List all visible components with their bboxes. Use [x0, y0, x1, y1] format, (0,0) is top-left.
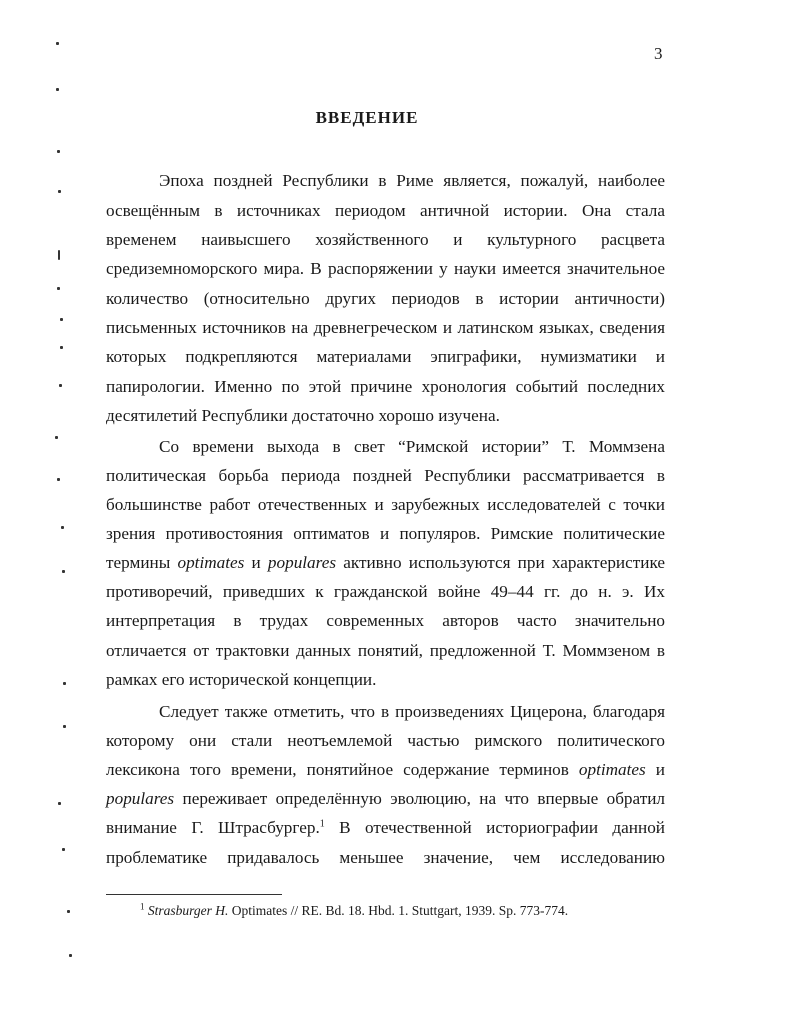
scan-speck: [67, 910, 70, 913]
paragraph-2-line-1: Со времени выхода в свет “Римской истории” Т. Моммзена: [159, 437, 665, 456]
line-text: и: [645, 760, 665, 779]
footnote-reference: 1: [319, 818, 325, 830]
term-populares: populares: [106, 789, 175, 808]
paragraph-1-line-7: которых подкрепляются материалами эпиграфики, нумизматики и: [106, 347, 665, 366]
page-number: 3: [654, 44, 663, 63]
line-text: термины: [106, 553, 178, 572]
line-text: внимание Г. Штрасбургер.: [106, 818, 320, 837]
paragraph-1-line-4: средиземноморского мира. В распоряжении у науки имеется значительное: [106, 259, 665, 278]
scan-speck: [56, 88, 59, 91]
footnote-divider: [106, 894, 282, 895]
line-text: лексикона того времени, понятийное содержание терминов: [106, 760, 579, 779]
term-optimates: optimates: [177, 553, 245, 572]
footnote-author: Strasburger H.: [147, 903, 229, 918]
paragraph-1-line-8: папирологии. Именно по этой причине хронология событий последних: [106, 377, 665, 396]
footnote-mark: 1: [140, 901, 145, 912]
scan-speck: [57, 478, 60, 481]
paragraph-3-line-2: которому они стали неотъемлемой частью римского политического: [106, 731, 665, 750]
line-text: переживает определённую эволюцию, на что впервые обратил: [174, 789, 665, 808]
paragraph-3-line-3: [106, 760, 665, 782]
paragraph-2-line-5: [106, 553, 665, 575]
paragraph-1-line-9: десятилетий Республики достаточно хорошо изучена.: [106, 406, 500, 425]
paragraph-2-line-9: рамках его исторической концепции.: [106, 670, 377, 689]
scan-speck: [58, 802, 61, 805]
paragraph-1-line-3: временем наивысшего хозяйственного и культурного расцвета: [106, 230, 665, 249]
scan-speck: [59, 384, 62, 387]
paragraph-1-line-6: письменных источников на древнегреческом и латинском языках, сведения: [106, 318, 665, 337]
paragraph-1-line-1: Эпоха поздней Республики в Риме является, пожалуй, наиболее: [159, 171, 665, 190]
scan-speck: [56, 42, 59, 45]
paragraph-2-line-8: отличается от трактовки данных понятий, предложенной Т. Моммзеном в: [106, 641, 665, 660]
paragraph-2-line-4: зрения противостояния оптиматов и популяров. Римские политические: [106, 524, 665, 543]
line-text: и: [244, 553, 268, 572]
scan-speck: [62, 848, 65, 851]
footnote: [140, 903, 568, 919]
paragraph-1-line-5: количество (относительно других периодов в истории античности): [106, 289, 665, 308]
paragraph-3-line-6: проблематике придавалось меньшее значение, чем исследованию: [106, 848, 665, 867]
term-optimates: optimates: [578, 760, 646, 779]
scan-speck: [58, 250, 60, 260]
scan-speck: [61, 526, 64, 529]
paragraph-2-line-3: большинстве работ отечественных и зарубежных исследователей с точки: [106, 495, 665, 514]
scan-speck: [58, 190, 61, 193]
scan-speck: [57, 287, 60, 290]
paragraph-3-line-4: [106, 789, 665, 811]
term-populares: populares: [267, 553, 337, 572]
scan-speck: [60, 346, 63, 349]
scan-speck: [62, 570, 65, 573]
paragraph-2-line-6: противоречий, приведших к гражданской войне 49–44 гг. до н. э. Их: [106, 582, 665, 601]
scan-speck: [63, 682, 66, 685]
scan-speck: [57, 150, 60, 153]
line-text: активно используются при характеристике: [336, 553, 665, 572]
scan-speck: [63, 725, 66, 728]
line-text: В отечественной историографии данной: [324, 818, 665, 837]
paragraph-1-line-2: освещённым в источниках периодом античной истории. Она стала: [106, 201, 665, 220]
paragraph-2-line-2: политическая борьба периода поздней Республики рассматривается в: [106, 466, 665, 485]
scan-speck: [69, 954, 72, 957]
paragraph-3-line-5: [106, 818, 665, 840]
page-title: ВВЕДЕНИЕ: [315, 108, 419, 127]
scan-speck: [55, 436, 58, 439]
paragraph-2-line-7: интерпретация в трудах современных авторов часто значительно: [106, 611, 665, 630]
scan-speck: [60, 318, 63, 321]
paragraph-3-line-1: Следует также отметить, что в произведениях Цицерона, благодаря: [159, 702, 665, 721]
footnote-text: Optimates // RE. Bd. 18. Hbd. 1. Stuttgart, 1939. Sp. 773-774.: [228, 903, 569, 918]
